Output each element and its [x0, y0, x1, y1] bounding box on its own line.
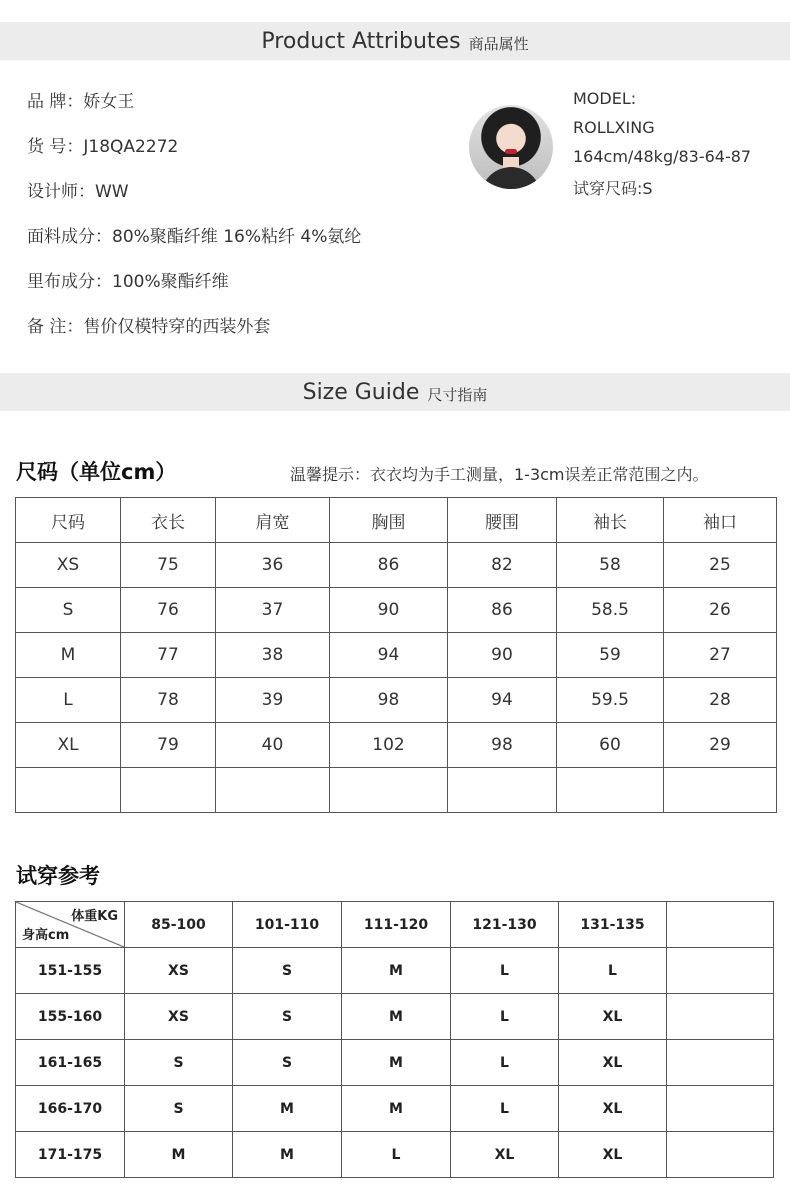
table-cell: [330, 768, 448, 813]
table-cell: 78: [121, 678, 216, 723]
fit-table-title: 试穿参考: [16, 864, 100, 888]
table-cell: [557, 768, 664, 813]
table-cell: S: [125, 1086, 233, 1132]
table-cell: [16, 768, 121, 813]
table-row: [16, 994, 774, 1040]
table-cell: 155-160: [16, 994, 125, 1040]
model-fit-size: 试穿尺码:S: [573, 179, 653, 198]
table-cell: 28: [664, 678, 777, 723]
table-cell: 60: [557, 723, 664, 768]
model-avatar: [469, 105, 553, 189]
measurement-tip: 温馨提示：衣衣均为手工测量，1-3cm误差正常范围之内。: [290, 465, 709, 484]
table-cell: L: [559, 948, 667, 994]
table-cell: S: [233, 1040, 342, 1086]
column-header: 袖长: [557, 498, 664, 543]
table-cell: M: [342, 1040, 451, 1086]
table-cell: S: [233, 948, 342, 994]
table-cell: L: [16, 678, 121, 723]
table-cell: 90: [330, 588, 448, 633]
table-cell: 86: [448, 588, 557, 633]
table-cell: 82: [448, 543, 557, 588]
attr-item-number: 货 号：J18QA2272: [27, 137, 179, 157]
table-cell: 77: [121, 633, 216, 678]
table-cell: 94: [448, 678, 557, 723]
table-cell: XL: [559, 994, 667, 1040]
header-title-en: Product Attributes: [261, 28, 461, 54]
fit-reference-table: [15, 901, 774, 1178]
size-table: [15, 497, 777, 813]
table-cell: XL: [16, 723, 121, 768]
table-cell: 38: [216, 633, 330, 678]
attr-brand: 品 牌：娇女王: [27, 92, 135, 112]
table-cell: 36: [216, 543, 330, 588]
table-row: [16, 1040, 774, 1086]
table-cell: 98: [448, 723, 557, 768]
table-cell: L: [451, 994, 559, 1040]
table-cell: 26: [664, 588, 777, 633]
column-header: 腰围: [448, 498, 557, 543]
table-cell: [667, 994, 774, 1040]
attr-fabric: 面料成分：80%聚酯纤维 16%粘纤 4%氨纶: [27, 227, 362, 247]
table-cell: 75: [121, 543, 216, 588]
column-header: 胸围: [330, 498, 448, 543]
table-cell: 25: [664, 543, 777, 588]
size-table-title: 尺码（单位cm）: [16, 460, 177, 484]
table-row: [16, 543, 777, 588]
header-title-cn: 商品属性: [468, 35, 529, 53]
table-cell: [667, 948, 774, 994]
table-cell: 90: [448, 633, 557, 678]
table-cell: M: [233, 1132, 342, 1178]
attr-designer: 设计师：WW: [27, 182, 129, 202]
table-row: [16, 768, 777, 813]
weight-axis-label: 体重KG: [71, 909, 118, 924]
table-cell: 94: [330, 633, 448, 678]
header-title-en: Size Guide: [302, 379, 420, 405]
table-cell: XL: [559, 1086, 667, 1132]
column-header: 85-100: [125, 902, 233, 948]
table-cell: M: [125, 1132, 233, 1178]
table-row: [16, 1086, 774, 1132]
table-row: [16, 723, 777, 768]
table-cell: XS: [16, 543, 121, 588]
table-cell: 59: [557, 633, 664, 678]
table-cell: [216, 768, 330, 813]
table-cell: 29: [664, 723, 777, 768]
table-cell: S: [233, 994, 342, 1040]
table-cell: L: [451, 1040, 559, 1086]
table-cell: [448, 768, 557, 813]
table-cell: M: [342, 948, 451, 994]
table-cell: [664, 768, 777, 813]
table-header-row: [16, 902, 774, 948]
table-cell: M: [233, 1086, 342, 1132]
table-cell: L: [451, 1086, 559, 1132]
column-header: 尺码: [16, 498, 121, 543]
table-cell: 39: [216, 678, 330, 723]
table-cell: XL: [559, 1040, 667, 1086]
corner-header: [16, 902, 125, 948]
table-cell: [121, 768, 216, 813]
attr-note: 备 注：售价仅模特穿的西装外套: [27, 317, 271, 337]
model-measurements: 164cm/48kg/83-64-87: [573, 147, 752, 166]
table-row: [16, 633, 777, 678]
column-header: 101-110: [233, 902, 342, 948]
table-cell: 151-155: [16, 948, 125, 994]
table-cell: 171-175: [16, 1132, 125, 1178]
table-row: [16, 1132, 774, 1178]
product-attributes-header: [0, 22, 790, 60]
table-cell: XS: [125, 948, 233, 994]
size-guide-header: [0, 373, 790, 411]
table-cell: 166-170: [16, 1086, 125, 1132]
table-cell: [667, 1040, 774, 1086]
column-header: 111-120: [342, 902, 451, 948]
table-cell: 102: [330, 723, 448, 768]
table-cell: M: [342, 1086, 451, 1132]
table-cell: XS: [125, 994, 233, 1040]
column-header: 131-135: [559, 902, 667, 948]
table-cell: 27: [664, 633, 777, 678]
table-row: [16, 588, 777, 633]
table-cell: 98: [330, 678, 448, 723]
table-cell: 86: [330, 543, 448, 588]
table-cell: 79: [121, 723, 216, 768]
table-cell: L: [342, 1132, 451, 1178]
table-cell: 76: [121, 588, 216, 633]
column-header: 121-130: [451, 902, 559, 948]
table-row: [16, 948, 774, 994]
table-cell: 58: [557, 543, 664, 588]
header-title-cn: 尺寸指南: [427, 386, 488, 404]
attr-lining: 里布成分：100%聚酯纤维: [27, 272, 229, 292]
table-cell: 40: [216, 723, 330, 768]
table-cell: M: [16, 633, 121, 678]
column-header: 袖口: [664, 498, 777, 543]
table-header-row: [16, 498, 777, 543]
table-cell: S: [16, 588, 121, 633]
table-row: [16, 678, 777, 723]
table-cell: 37: [216, 588, 330, 633]
table-cell: [667, 1086, 774, 1132]
table-cell: S: [125, 1040, 233, 1086]
column-header: 衣长: [121, 498, 216, 543]
height-axis-label: 身高cm: [22, 928, 70, 943]
column-header: [667, 902, 774, 948]
table-cell: L: [451, 948, 559, 994]
table-cell: [667, 1132, 774, 1178]
column-header: 肩宽: [216, 498, 330, 543]
table-cell: XL: [559, 1132, 667, 1178]
model-name: ROLLXING: [573, 118, 655, 137]
table-cell: M: [342, 994, 451, 1040]
table-cell: 58.5: [557, 588, 664, 633]
table-cell: XL: [451, 1132, 559, 1178]
table-cell: 161-165: [16, 1040, 125, 1086]
table-cell: 59.5: [557, 678, 664, 723]
model-label: MODEL:: [573, 89, 637, 108]
